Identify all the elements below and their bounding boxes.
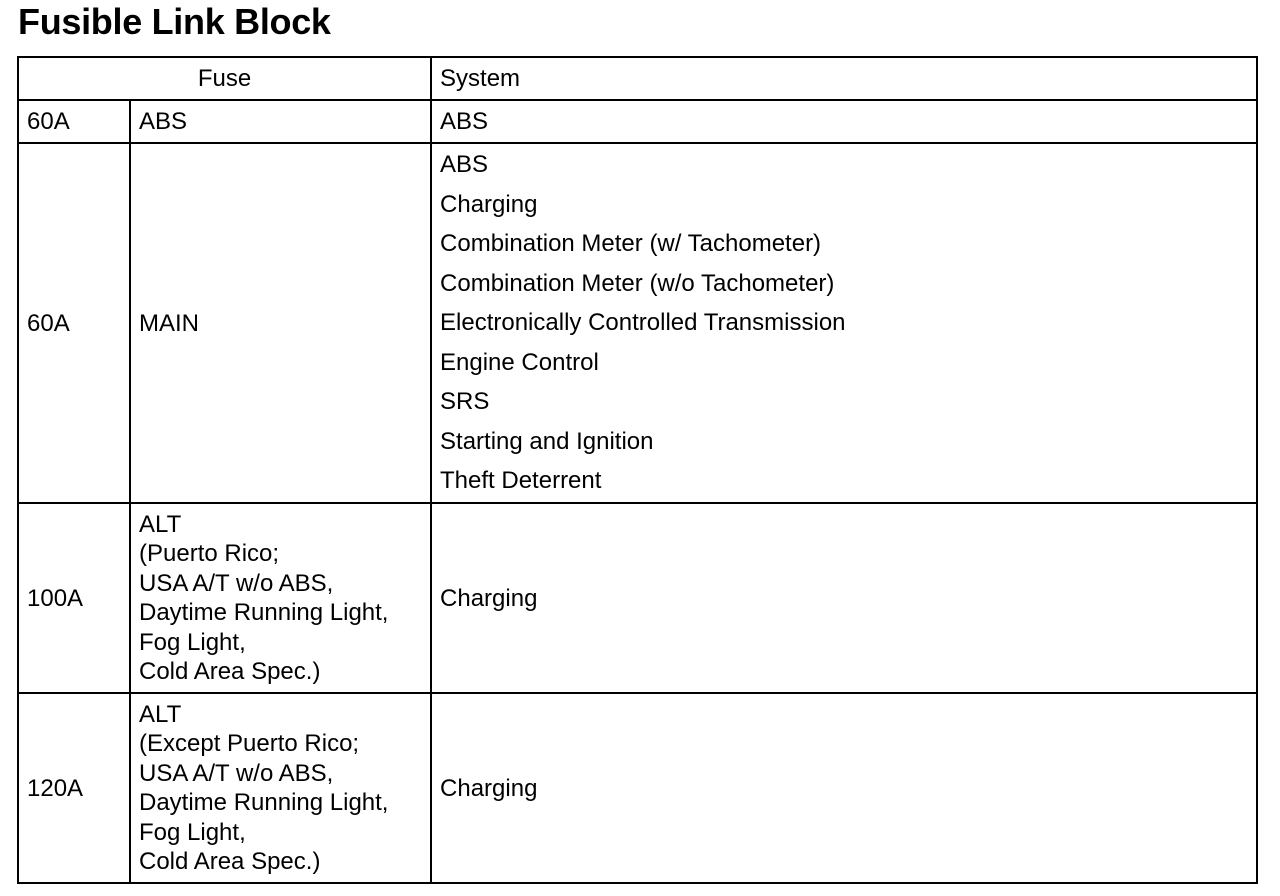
table-row <box>18 503 1257 693</box>
fuse-name-line: Cold Area Spec.) <box>139 848 321 875</box>
fuse-name <box>130 503 431 693</box>
fuse-name: ABS <box>130 100 431 143</box>
fuse-amperage: 60A <box>18 143 130 503</box>
fuse-name-lines <box>139 510 422 687</box>
fuse-name-line: ALT <box>139 700 182 728</box>
fuse-amperage: 60A <box>18 100 130 143</box>
table-header-row <box>18 57 1257 100</box>
system-item: Combination Meter (w/ Tachometer) <box>440 230 822 258</box>
system-item: Theft Deterrent <box>440 467 602 495</box>
fuse-name-line: Daytime Running Light, <box>139 789 389 816</box>
page-title: Fusible Link Block <box>18 1 331 42</box>
fuse-name-line: Fog Light, <box>139 818 246 846</box>
table-row <box>18 100 1257 143</box>
system-cell: ABS <box>431 100 1257 143</box>
fuse-name-line: Daytime Running Light, <box>139 599 389 626</box>
system-item: Electronically Controlled Transmission <box>440 309 846 337</box>
fusible-link-table <box>17 56 1258 884</box>
table-row <box>18 693 1257 883</box>
fuse-amperage: 120A <box>18 693 130 883</box>
fuse-name-line: USA A/T w/o ABS, <box>139 569 334 597</box>
fuse-amperage: 100A <box>18 503 130 693</box>
system-cell <box>431 143 1257 503</box>
fuse-name-line: USA A/T w/o ABS, <box>139 759 334 787</box>
fuse-name-line: Fog Light, <box>139 628 246 656</box>
fuse-name-line: ALT <box>139 510 182 538</box>
system-item: ABS <box>440 151 489 179</box>
system-cell: Charging <box>431 503 1257 693</box>
system-item: Starting and Ignition <box>440 427 654 455</box>
table-row <box>18 143 1257 503</box>
fuse-name <box>130 693 431 883</box>
system-cell: Charging <box>431 693 1257 883</box>
fuse-name-line: Cold Area Spec.) <box>139 658 321 685</box>
system-item: Engine Control <box>440 348 599 376</box>
system-item: SRS <box>440 388 490 416</box>
system-item: Combination Meter (w/o Tachometer) <box>440 269 835 297</box>
fuse-name-line: (Puerto Rico; <box>139 540 280 567</box>
fuse-name-line: (Except Puerto Rico; <box>139 730 360 757</box>
system-column-header: System <box>431 57 1257 100</box>
fuse-column-header: Fuse <box>18 57 431 100</box>
system-list <box>440 145 1248 501</box>
system-item: Charging <box>440 190 538 218</box>
fuse-name-lines <box>139 700 422 877</box>
fuse-name: MAIN <box>130 143 431 503</box>
